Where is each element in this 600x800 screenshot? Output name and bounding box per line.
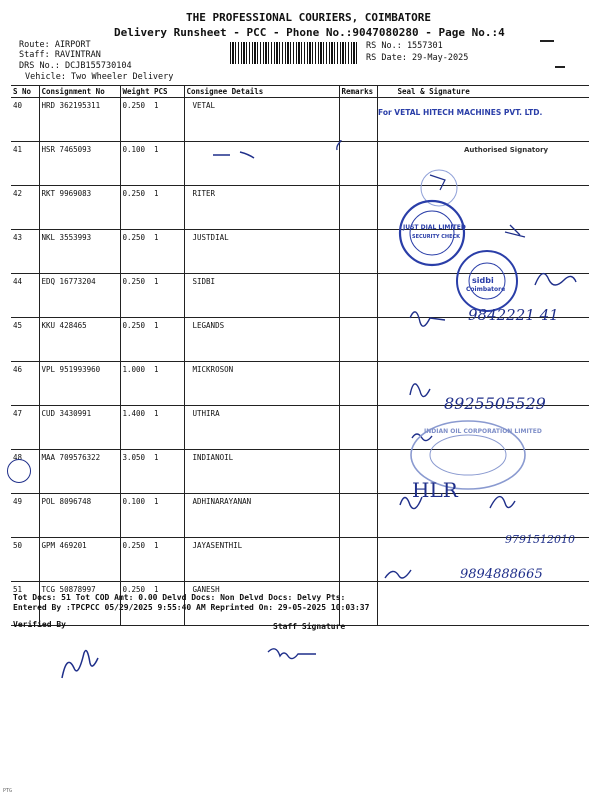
corner-mark: PTG [3,788,13,794]
row-pcs: 1 [152,142,184,186]
row-consignment: POL 8096748 [39,494,120,538]
staff-signature [268,649,316,659]
row-weight: 0.100 [120,494,152,538]
row-consignee: LEGANDS [184,318,339,362]
sidbi-signature [535,274,576,285]
staff-signature-label: Staff Signature [273,622,346,631]
row-weight: 0.100 [120,142,152,186]
justdial-signature [430,175,445,190]
col-seal: Seal & Signature [377,86,589,98]
handwritten-phone-uthira: 8925505529 [444,394,546,413]
row-consignment: MAA 709576322 [39,450,120,494]
vehicle: Vehicle: Two Wheeler Delivery [25,72,174,82]
row-weight: 0.250 [120,230,152,274]
totals-line: Tot Docs: 51 Tot COD Amt: 0.00 Delvd Docs: Non Delvd Docs: Delvy Pts: [13,593,346,602]
row-consignee: GANESH [184,582,339,626]
barcode [230,42,358,64]
justdial-stamp-text: JUST DIAL LIMITED [403,224,466,231]
col-remarks: Remarks [339,86,377,98]
row-consignment: NKL 3553993 [39,230,120,274]
row-sno: 51 [11,582,39,626]
row-consignee: JUSTDIAL [184,230,339,274]
row-pcs: 1 [152,186,184,230]
authorised-signatory: Authorised Signatory [464,146,549,154]
row-pcs: 1 [152,538,184,582]
uthira-signature [410,384,430,397]
table-header [11,86,589,98]
row-pcs: 1 [152,98,184,142]
row-consignee: ADHINARAYANAN [184,494,339,538]
row-sno: 50 [11,538,39,582]
row-consignee: MICKROSON [184,362,339,406]
row-consignment: TCG 50878997 [39,582,120,626]
row-consignment: VPL 951993960 [39,362,120,406]
sidbi-city: Coimbatore [466,286,506,293]
row-pcs: 1 [152,406,184,450]
dash-mark [540,40,554,42]
vetal-company-stamp: For VETAL HITECH MACHINES PVT. LTD. [378,108,543,117]
row-pcs: 1 [152,274,184,318]
justdial-initials [505,225,525,237]
col-pcs: PCS [152,86,184,98]
row-consignee: INDIANOIL [184,450,339,494]
row-weight: 1.400 [120,406,152,450]
col-consignee: Consignee Details [184,86,339,98]
company-title: THE PROFESSIONAL COURIERS, COIMBATORE [186,11,432,24]
ioc-stamp-text: INDIAN OIL CORPORATION LIMITED [424,428,542,435]
row-pcs: 1 [152,494,184,538]
runsheet-subtitle: Delivery Runsheet - PCC - Phone No.:9047080280 - Page No.:4 [114,26,505,39]
row-sno: 41 [11,142,39,186]
row-consignee: SIDBI [184,274,339,318]
row-consignment: RKT 9969083 [39,186,120,230]
row-consignment: HRD 362195311 [39,98,120,142]
row-sno: 48 [11,450,39,494]
staff: Staff: RAVINTRAN [19,50,101,60]
row-consignment: HSR 7465093 [39,142,120,186]
handwritten-phone-ganesh: 9894888665 [460,567,543,582]
handwritten-phone-jayasenthil: 9791512010 [505,533,575,546]
dash-signature [213,152,254,158]
handwritten-hlr: HLR [412,478,458,502]
row-consignee: RITER [184,186,339,230]
row-sno: 47 [11,406,39,450]
justdial-stamp-sub: SECURITY CHECK [412,234,461,240]
route: Route: AIRPORT [19,40,91,50]
row-sno: 43 [11,230,39,274]
row-weight: 3.050 [120,450,152,494]
row-sno: 40 [11,98,39,142]
row-pcs: 1 [152,318,184,362]
row-weight: 0.250 [120,318,152,362]
row-consignment: CUD 3430991 [39,406,120,450]
row-weight: 0.250 [120,274,152,318]
ganesh-signature [385,570,411,578]
handwritten-phone-legands: 9842221 41 [468,306,559,324]
rs-number: RS No.: 1557301 [366,41,443,51]
row-weight: 0.250 [120,538,152,582]
row-weight: 0.250 [120,186,152,230]
row-pcs: 1 [152,582,184,626]
row-weight: 0.250 [120,98,152,142]
row-weight: 0.250 [120,582,152,626]
remark-scribble [337,140,342,150]
row-consignee: VETAL [184,98,339,142]
entered-by-line: Entered By :TPCPCC 05/29/2025 9:55:40 AM Reprinted On: 29-05-2025 10:03:37 [13,603,370,612]
footer-signatures [50,630,340,690]
row-consignment: EDQ 16773204 [39,274,120,318]
handwriting-overlay [190,140,590,590]
row-sno: 46 [11,362,39,406]
row-remarks [339,98,377,142]
row-sno: 49 [11,494,39,538]
sidbi-logo-text: sidbi [472,276,494,285]
drs-number: DRS No.: DCJB155730104 [19,61,132,71]
row-weight: 1.000 [120,362,152,406]
col-weight: Weight [120,86,152,98]
row-49-circle [7,459,31,483]
rs-date: RS Date: 29-May-2025 [366,53,469,63]
dash-mark [555,66,565,68]
col-consignment: Consignment No [39,86,120,98]
row-consignment: KKU 428465 [39,318,120,362]
row-seal [377,98,589,142]
row-consignee: UTHIRA [184,406,339,450]
legands-signature [410,312,445,326]
row-sno: 44 [11,274,39,318]
row-pcs: 1 [152,362,184,406]
row-pcs: 1 [152,230,184,274]
col-sno: S No [11,86,39,98]
table-row [11,98,589,142]
verified-by-label: Verified By [13,620,66,629]
row-sno: 42 [11,186,39,230]
row-consignment: GPM 469201 [39,538,120,582]
row-sno: 45 [11,318,39,362]
verified-signature [62,651,98,678]
row-pcs: 1 [152,450,184,494]
row-consignee: JAYASENTHIL [184,538,339,582]
